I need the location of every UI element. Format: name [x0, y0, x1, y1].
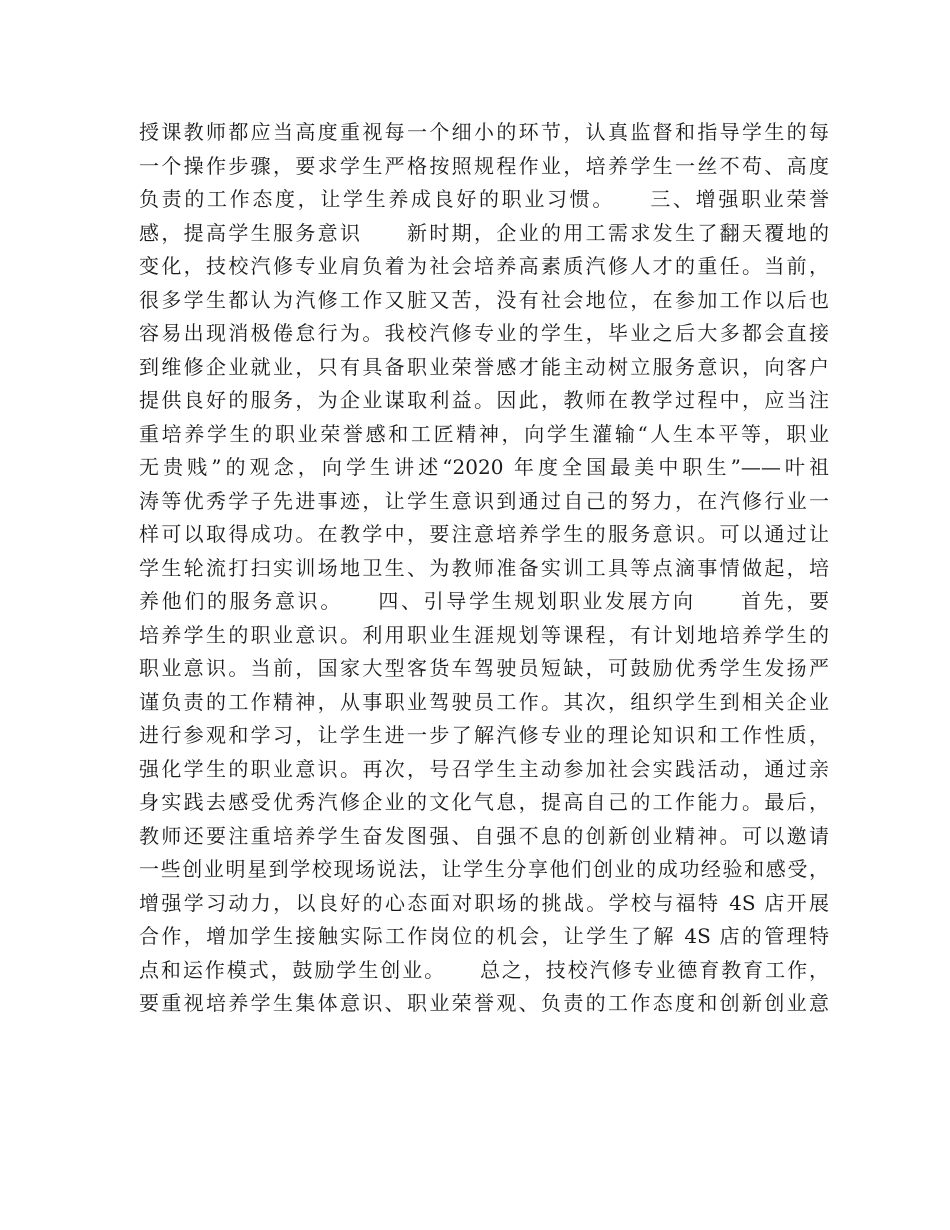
text-line: 增强学习动力，以良好的心态面对职场的挑战。学校与福特 4S 店开展 — [139, 890, 829, 915]
text-line: 一个操作步骤，要求学生严格按照规程作业，培养学生一丝不苟、高度 — [139, 153, 829, 178]
text-line: 涛等优秀学子先进事迹，让学生意识到通过自己的努力，在汽修行业一 — [139, 488, 829, 513]
text-line: 一些创业明星到学校现场说法，让学生分享他们创业的成功经验和感受， — [139, 857, 829, 881]
text-line: 感，提高学生服务意识 新时期，企业的用工需求发生了翻天覆地的 — [139, 220, 829, 245]
text-line: 培养学生的职业意识。利用职业生涯规划等课程，有计划地培养学生的 — [139, 622, 829, 647]
text-line: 点和运作模式，鼓励学生创业。 总之，技校汽修专业德育教育工作， — [139, 957, 829, 982]
text-line: 很多学生都认为汽修工作又脏又苦，没有社会地位，在参加工作以后也 — [139, 287, 829, 312]
text-line: 到维修企业就业，只有具备职业荣誉感才能主动树立服务意识，向客户 — [139, 354, 829, 379]
text-line: 样可以取得成功。在教学中，要注意培养学生的服务意识。可以通过让 — [139, 522, 829, 546]
text-line: 无贵贱”的观念，向学生讲述“2020 年度全国最美中职生”——叶祖 — [139, 455, 829, 479]
text-line: 强化学生的职业意识。再次，号召学生主动参加社会实践活动，通过亲 — [139, 756, 829, 781]
text-line: 负责的工作态度，让学生养成良好的职业习惯。 三、增强职业荣誉 — [139, 187, 829, 211]
text-line: 进行参观和学习，让学生进一步了解汽修专业的理论知识和工作性质， — [139, 723, 829, 747]
text-line: 变化，技校汽修专业肩负着为社会培养高素质汽修人才的重任。当前， — [139, 254, 829, 278]
text-line: 重培养学生的职业荣誉感和工匠精神，向学生灌输“人生本平等，职业 — [139, 421, 829, 446]
text-line: 谨负责的工作精神，从事职业驾驶员工作。其次，组织学生到相关企业 — [139, 689, 829, 714]
text-line: 学生轮流打扫实训场地卫生、为教师准备实训工具等点滴事情做起，培 — [139, 555, 829, 580]
text-line: 教师还要注重培养学生奋发图强、自强不息的创新创业精神。可以邀请 — [139, 823, 829, 848]
text-line: 身实践去感受优秀汽修企业的文化气息，提高自己的工作能力。最后， — [139, 790, 829, 814]
text-line: 要重视培养学生集体意识、职业荣誉观、负责的工作态度和创新创业意 — [139, 991, 829, 1015]
text-line: 容易出现消极倦怠行为。我校汽修专业的学生，毕业之后大多都会直接 — [139, 321, 829, 345]
text-line: 职业意识。当前，国家大型客货车驾驶员短缺，可鼓励优秀学生发扬严 — [139, 656, 829, 680]
text-line: 授课教师都应当高度重视每一个细小的环节，认真监督和指导学生的每 — [139, 120, 829, 144]
text-line: 养他们的服务意识。 四、引导学生规划职业发展方向 首先，要 — [139, 589, 829, 613]
text-line: 合作，增加学生接触实际工作岗位的机会，让学生了解 4S 店的管理特 — [139, 924, 829, 948]
text-line: 提供良好的服务，为企业谋取利益。因此，教师在教学过程中，应当注 — [139, 388, 829, 412]
body-text — [139, 116, 829, 1021]
